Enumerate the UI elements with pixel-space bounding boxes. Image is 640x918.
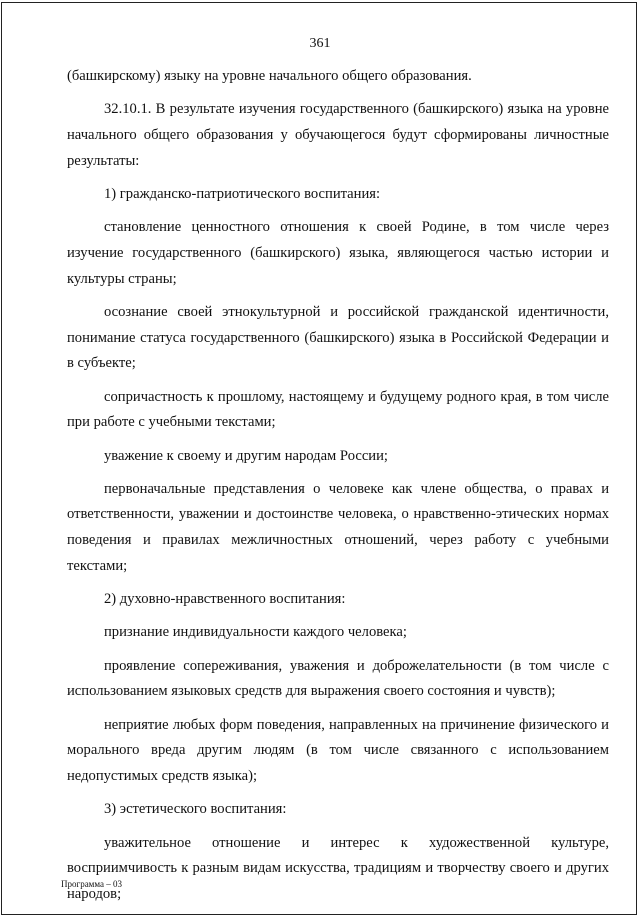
paragraph-section-32-10-1: 32.10.1. В результате изучения государственного (башкирского) языка на уровне начального общего образования у обучающегося будут сформированы личностные результаты: bbox=[67, 101, 609, 169]
heading-civic-patriotic: 1) гражданско-патриотического воспитания: bbox=[104, 185, 381, 202]
list-item: осознание своей этнокультурной и российской гражданской идентичности, понимание статуса государственного (башкирского) языка в Российской Федерации и в субъекте; bbox=[67, 303, 609, 372]
list-item: уважительное отношение и интерес к художественной культуре, восприимчивость к разным видам искусства, традициям и творчеству своего и других народов; bbox=[67, 834, 609, 902]
list-item: проявление сопереживания, уважения и доброжелательности (в том числе с использованием языковых средств для выражения своего состояния и чувств); bbox=[67, 657, 609, 700]
page-content bbox=[67, 64, 609, 908]
list-item: признание индивидуальности каждого человека; bbox=[104, 624, 407, 641]
list-item: становление ценностного отношения к своей Родине, в том числе через изучение государственного (башкирского) языка, являющегося частью истории и культуры страны; bbox=[67, 219, 609, 287]
paragraph-continuation: (башкирскому) языку на уровне начального общего образования. bbox=[67, 68, 472, 84]
heading-spiritual-moral: 2) духовно-нравственного воспитания: bbox=[104, 591, 346, 608]
list-item: сопричастность к прошлому, настоящему и будущему родного края, в том числе при работе с учебными текстами; bbox=[67, 388, 609, 431]
page-number: 361 bbox=[309, 36, 331, 51]
page-footer: Программа – 03 bbox=[61, 879, 123, 889]
list-item: неприятие любых форм поведения, направленных на причинение физического и морального вреда другим людям (в том числе связанного с использованием недопустимых средств языка); bbox=[67, 716, 609, 785]
list-item: уважение к своему и другим народам России; bbox=[104, 447, 388, 464]
heading-aesthetic: 3) эстетического воспитания: bbox=[104, 801, 287, 818]
list-item: первоначальные представления о человеке как члене общества, о правах и ответственности, уважении и достоинстве человека, о нравственно-этических нормах поведения и правилах межличностных отношений, через работу с учебными текстами; bbox=[67, 480, 609, 574]
